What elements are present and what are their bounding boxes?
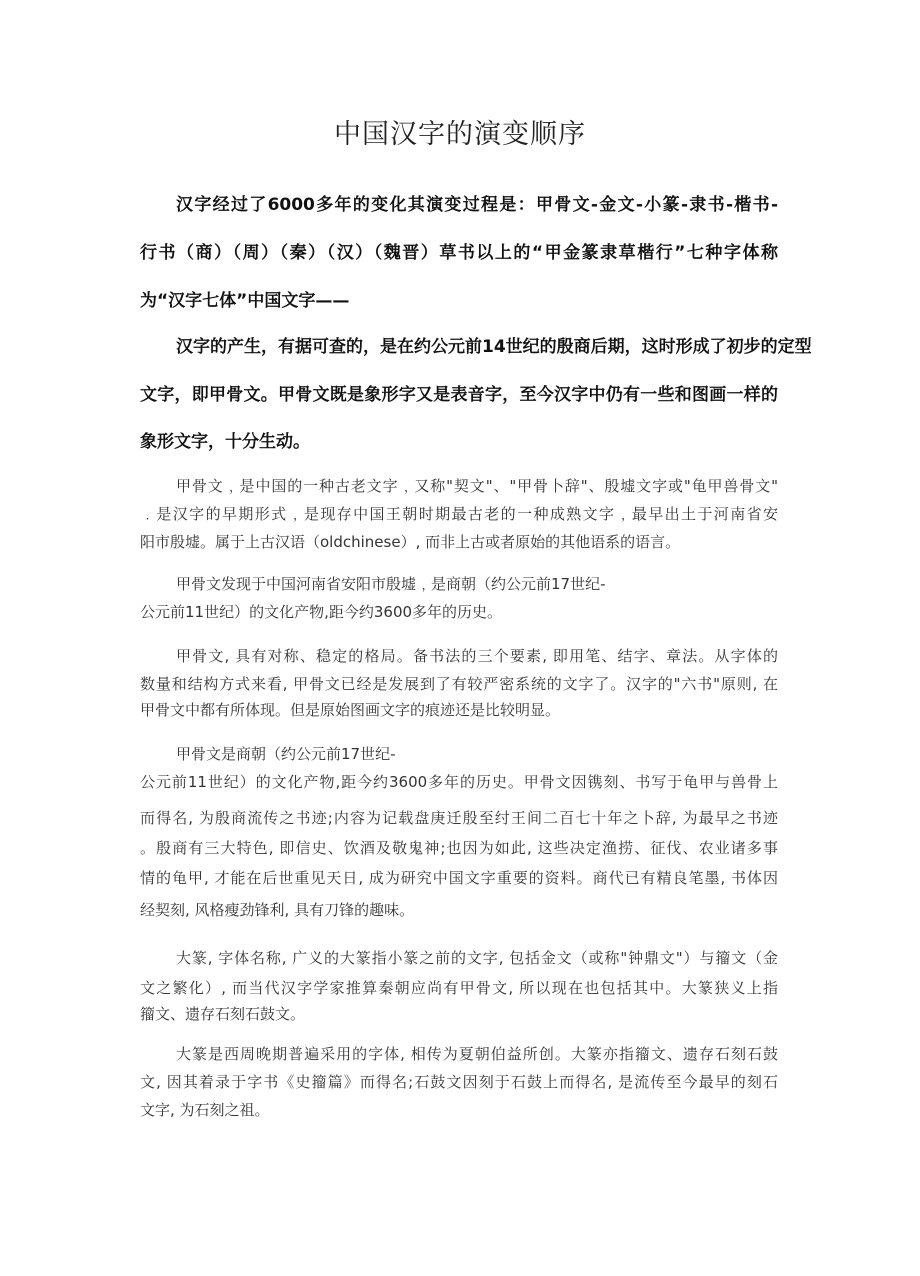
paragraph-line: 为“汉字七体”中国文字—— xyxy=(140,291,350,311)
paragraph-line: 甲骨文发现于中国河南省安阳市殷墟﹐是商朝（约公元前17世纪- xyxy=(176,575,606,593)
paragraph-line: 文之繁化）, 而当代汉字学家推算秦朝应尚有甲骨文, 所以现在也包括其中。大篆狭义上指 xyxy=(140,979,778,997)
paragraph-line: 汉字经过了6000多年的变化其演变过程是：甲骨文-金文-小篆-隶书-楷书- xyxy=(176,195,778,215)
paragraph-line: 大篆是西周晚期普遍采用的字体, 相传为夏朝伯益所创。大篆亦指籀文、遗存石刻石鼓 xyxy=(176,1045,778,1063)
paragraph-line: 而得名, 为殷商流传之书迹;内容为记载盘庚迁殷至纣王间二百七十年之卜辞, 为最早之书迹 xyxy=(140,809,778,827)
paragraph-line: 文字，即甲骨文。甲骨文既是象形字又是表音字，至今汉字中仍有一些和图画一样的 xyxy=(140,385,778,405)
paragraph-line: 文, 因其着录于字书《史籀篇》而得名;石鼓文因刻于石鼓上而得名, 是流传至今最早的刻石 xyxy=(140,1073,778,1091)
paragraph-line: 甲骨文, 具有对称、稳定的格局。备书法的三个要素, 即用笔、结字、章法。从字体的 xyxy=(176,647,778,665)
paragraph-line: 情的龟甲, 才能在后世重见天日, 成为研究中国文字重要的资料。商代已有精良笔墨, 书体因 xyxy=(140,869,778,887)
paragraph-line: 行书（商）（周）（秦）（汉）（魏晋）草书以上的“甲金篆隶草楷行”七种字体称 xyxy=(140,243,778,263)
paragraph-line: 。殷商有三大特色, 即信史、饮酒及敬鬼神;也因为如此, 这些决定渔捞、征伐、农业诸多事 xyxy=(140,839,778,857)
paragraph-line: 经契刻, 风格瘦劲锋利, 具有刀锋的趣味。 xyxy=(140,901,415,919)
paragraph-line: 数量和结构方式来看, 甲骨文已经是发展到了有较严密系统的文字了。汉字的"六书"原则, 在 xyxy=(140,675,778,693)
paragraph-line: ﹒是汉字的早期形式﹐是现存中国王朝时期最古老的一种成熟文字﹐最早出土于河南省安 xyxy=(140,505,778,523)
paragraph-line: 阳市殷墟。属于上古汉语（oldchinese）, 而非上古或者原始的其他语系的语言。 xyxy=(140,533,681,551)
paragraph-line: 甲骨文是商朝（约公元前17世纪- xyxy=(176,745,396,763)
paragraph-line: 甲骨文﹐是中国的一种古老文字﹐又称"契文"、"甲骨卜辞"、殷墟文字或"龟甲兽骨文" xyxy=(176,477,778,495)
paragraph-line: 籀文、遗存石刻石鼓文。 xyxy=(140,1005,306,1023)
paragraph-line: 公元前11世纪）的文化产物,距今约3600多年的历史。 xyxy=(140,603,503,621)
paragraph-line: 甲骨文中都有所体现。但是原始图画文字的痕迹还是比较明显。 xyxy=(140,701,561,719)
document-title: 中国汉字的演变顺序 xyxy=(334,119,586,150)
paragraph-line: 大篆, 字体名称, 广义的大篆指小篆之前的文字, 包括金文（或称"钟鼎文"）与籀文（金 xyxy=(176,949,778,967)
paragraph-line: 公元前11世纪）的文化产物,距今约3600多年的历史。甲骨文因镌刻、书写于龟甲与兽骨上 xyxy=(140,773,778,791)
paragraph-line: 汉字的产生，有据可查的，是在约公元前14世纪的殷商后期，这时形成了初步的定型 xyxy=(176,337,812,357)
paragraph-line: 文字, 为石刻之祖。 xyxy=(140,1101,270,1119)
paragraph-line: 象形文字，十分生动。 xyxy=(140,432,310,452)
